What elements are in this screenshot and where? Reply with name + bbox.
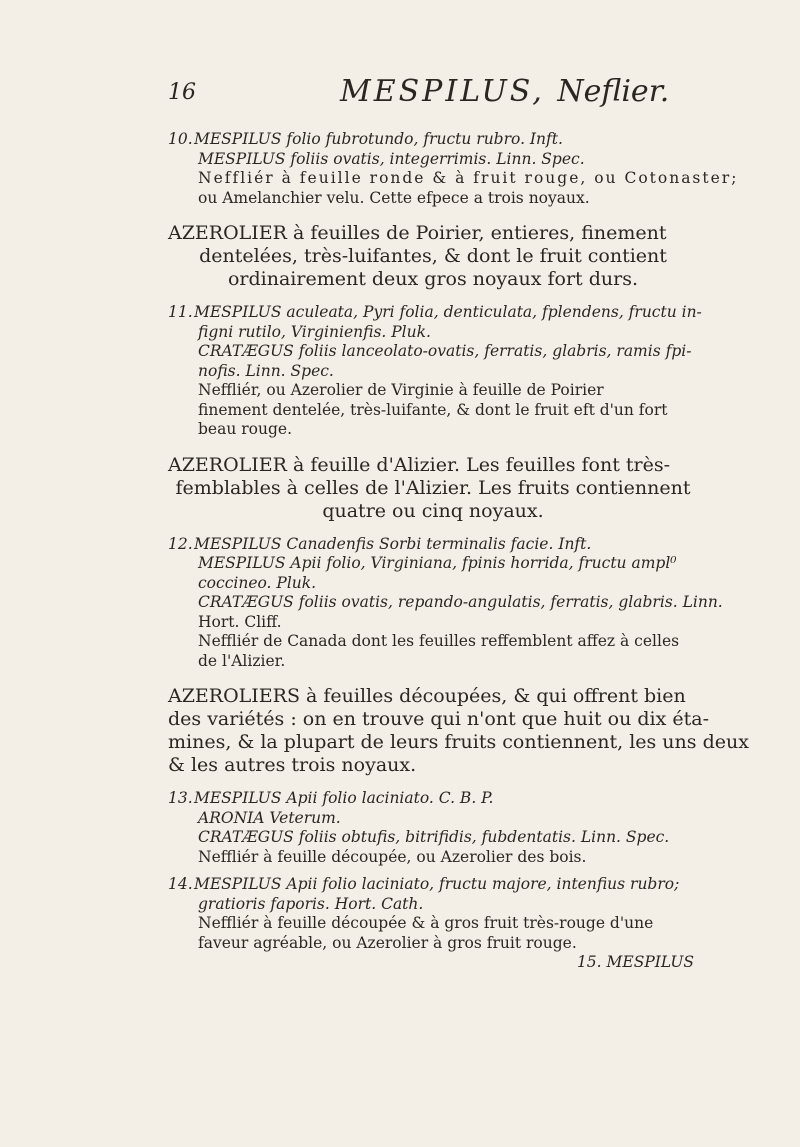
heading-line: & les autres trois noyaux. [168,754,417,776]
catchword: 15. MESPILUS [576,953,694,971]
entry-number: 11. [168,303,193,321]
page-body [168,130,749,973]
entry-line: CRATÆGUS foliis ovatis, repando-angulatis, ferratis, glabris. Linn. [198,593,723,611]
group-heading-3 [168,685,749,777]
entry-line: finement dentelée, très-luifante, & dont le fruit eft d'un fort [198,400,668,419]
entry-line: nofis. Linn. Spec. [198,361,334,380]
entry-line: ARONIA Veterum. [198,808,341,827]
entry-number: 12. [168,534,193,553]
heading-line: mines, & la plupart de leurs fruits contiennent, les uns deux [168,731,749,753]
heading-line: quatre ou cinq noyaux. [322,499,544,522]
running-title [340,74,669,109]
heading-line: ordinairement deux gros noyaux fort durs. [227,268,638,290]
entry-line: Neffliér à feuille découpée & à gros fruit très-rouge d'une [198,914,654,932]
group-heading-1 [168,222,698,291]
page-number: 16 [168,80,196,105]
running-title-french: Neflier. [557,74,670,109]
entry-line: figni rutilo, Virginienfis. Pluk. [198,322,431,341]
entry-line: Hort. Cliff. [198,612,282,631]
entry-line: MESPILUS Apii folio laciniato, fructu majore, intenfius rubro; [194,875,680,893]
entry-12 [168,534,723,672]
entry-line: de l'Alizier. [198,651,286,670]
entry-11 [168,303,702,440]
entry-line: ou Amelanchier velu. Cette efpece a trois noyaux. [198,188,590,207]
entry-10 [168,130,739,208]
entry-line: coccineo. Pluk. [198,573,317,592]
running-title-latin: MESPILUS, [340,74,558,109]
entry-line: Neffliér à feuille ronde & à fruit rouge, ou Cotonaster; [198,169,739,187]
entry-13 [168,789,698,867]
entry-line: faveur agréable, ou Azerolier à gros fruit rouge. [198,933,577,952]
entry-number: 10. [168,130,193,148]
heading-line: femblables à celles de l'Alizier. Les fruits contiennent [175,476,691,499]
entry-line: MESPILUS Apii folio laciniato. C. B. P. [194,789,494,807]
entry-line: CRATÆGUS foliis obtufis, bitrifidis, fubdentatis. Linn. Spec. [198,828,670,846]
entry-line: beau rouge. [198,420,292,438]
entry-line: MESPILUS foliis ovatis, integerrimis. Linn. Spec. [198,149,585,168]
entry-line: CRATÆGUS foliis lanceolato-ovatis, ferratis, glabris, ramis fpi- [198,342,692,360]
entry-number: 14. [168,875,193,893]
entry-line: Neffliér de Canada dont les feuilles reffemblent affez à celles [198,632,680,650]
heading-line: dentelées, très-luifantes, & dont le fruit contient [199,245,667,267]
entry-line: MESPILUS Canadenfis Sorbi terminalis facie. Inft. [194,534,592,553]
heading-line: AZEROLIER à feuille d'Alizier. Les feuilles font très- [168,453,671,476]
entry-line: MESPILUS folio fubrotundo, fructu rubro. Inft. [194,130,563,148]
entry-14 [168,875,698,973]
heading-line: AZEROLIERS à feuilles découpées, & qui offrent bien [168,685,686,707]
page-header [168,74,688,116]
entry-line: gratioris faporis. Hort. Cath. [198,894,424,913]
entry-line: Neffliér à feuille découpée, ou Azerolier des bois. [198,847,587,866]
heading-line: des variétés : on en trouve qui n'ont que huit ou dix éta- [168,708,709,730]
group-heading-2 [168,454,698,523]
entry-number: 13. [168,789,193,807]
entry-line: MESPILUS Apii folio, Virginiana, fpinis horrida, fructu ampl⁰ [198,554,677,572]
entry-line: Neffliér, ou Azerolier de Virginie à feuille de Poirier [198,381,604,399]
heading-line: AZEROLIER à feuilles de Poirier, entieres, finement [168,222,667,244]
entry-line: MESPILUS aculeata, Pyri folia, denticulata, fplendens, fructu in- [194,303,702,321]
